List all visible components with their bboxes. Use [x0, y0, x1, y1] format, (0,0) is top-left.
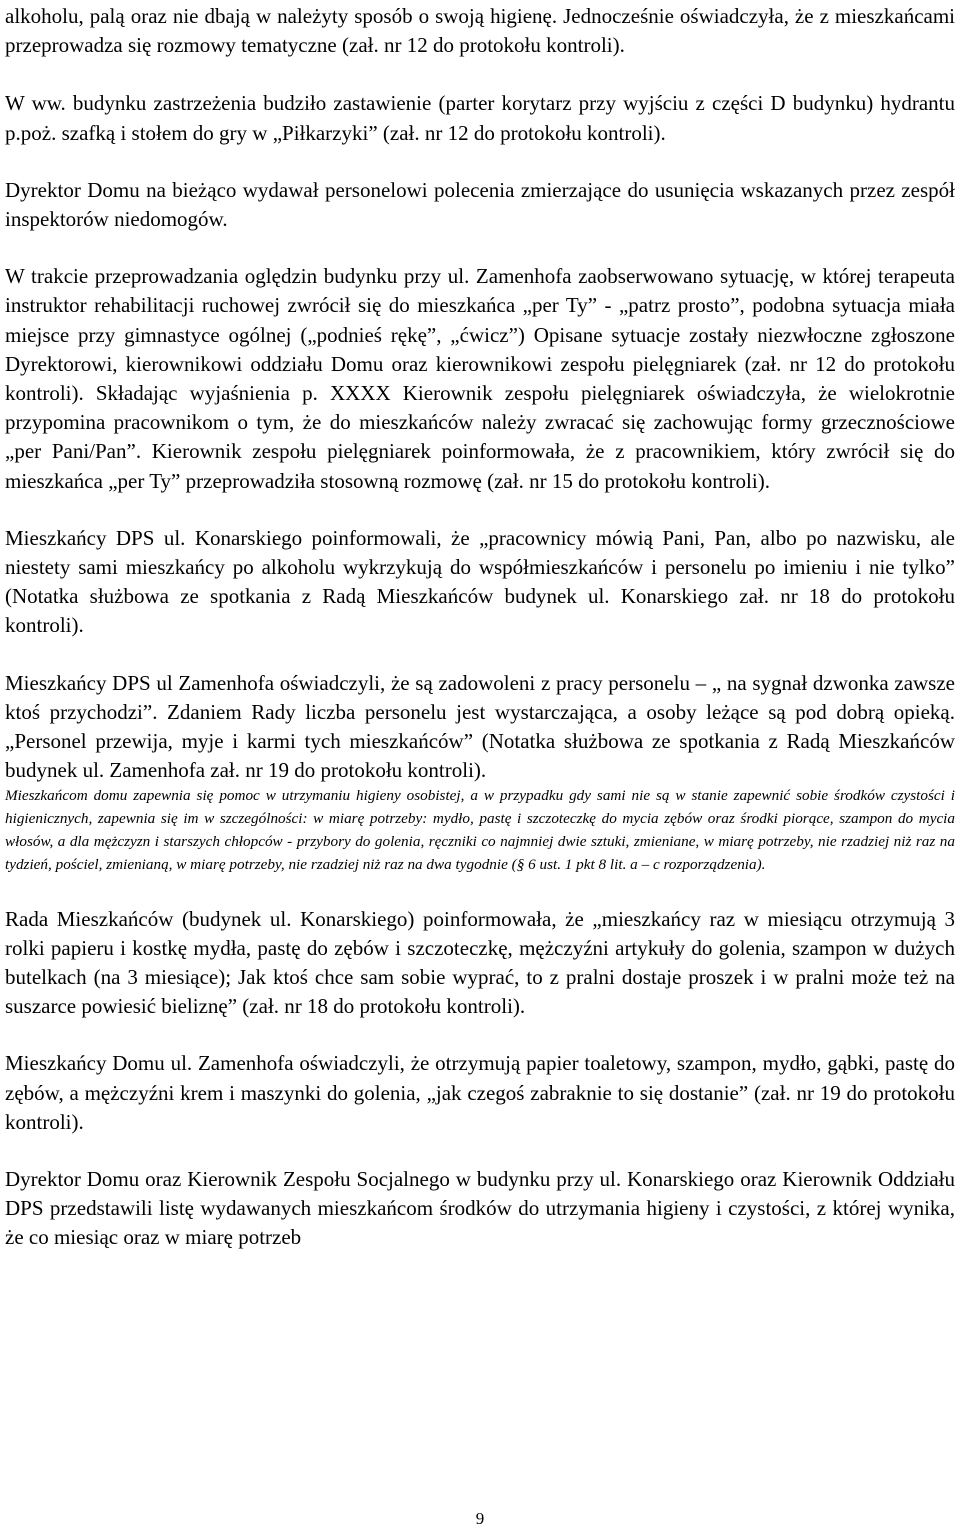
regulation-quote: Mieszkańcom domu zapewnia się pomoc w utrzymaniu higieny osobistej, a w przypadku gdy sami nie są w stanie zapewnić sobie środków czystości i higienicznych, zapewnia się im w szczególności: w miarę potrzeby: mydło, pastę i szczoteczkę do mycia zębów oraz środki piorące, szampon do mycia włosów, a dla mężczyzn i starszych chłopców - przybory do golenia, ręczniki co najmniej dwie sztuki, zmieniane, w miarę potrzeby, nie rzadziej niż raz na tydzień, pościel, zmienianą, w miarę potrzeby, nie rzadziej niż raz na dwa tygodnie (§ 6 ust. 1 pkt 8 lit. a – c rozporządzenia). [5, 787, 955, 873]
paragraph-council-konarskiego: Rada Mieszkańców (budynek ul. Konarskiego) poinformowała, że „mieszkańcy raz w miesiącu otrzymują 3 rolki papieru i kostkę mydła, pastę do zębów i szczoteczkę, mężczyźni artykuły do golenia, szampon w dużych butelkach (na 3 miesiące); Jak ktoś chce sam sobie wyprać, to z pralni dostaje proszek i w pralni może też na suszarce powiesić bieliznę” (zał. nr 18 do protokołu kontroli). [5, 906, 955, 1019]
document-page [5, 2, 955, 1253]
paragraph-hydrant: W ww. budynku zastrzeżenia budziło zastawienie (parter korytarz przy wyjściu z części D budynku) hydrantu p.poż. szafką i stołem do gry w „Piłkarzyki” (zał. nr 12 do protokołu kontroli). [5, 91, 955, 145]
paragraph-director-list: Dyrektor Domu oraz Kierownik Zespołu Socjalnego w budynku przy ul. Konarskiego oraz Kierownik Oddziału DPS przedstawili listę wydawanych mieszkańcom środków do utrzymania higieny i czystości, z której wynika, że co miesiąc oraz w miarę potrzeb [5, 1167, 955, 1250]
paragraph-konarskiego-residents: Mieszkańcy DPS ul. Konarskiego poinformowali, że „pracownicy mówią Pani, Pan, albo po nazwisku, ale niestety sami mieszkańcy po alkoholu wykrzykują do współmieszkańców i personelu po imieniu i nie tylko” (Notatka służbowa ze spotkania z Radą Mieszkańców budynek ul. Konarskiego zał. nr 18 do protokołu kontroli). [5, 525, 955, 638]
paragraph-zamenhofa-residents: Mieszkańcy DPS ul Zamenhofa oświadczyli, że są zadowoleni z pracy personelu – „ na sygnał dzwonka zawsze ktoś przychodzi”. Zdaniem Rady liczba personelu jest wystarczająca, a osoby leżące są pod dobrą opieką. „Personel przewija, myje i karmi tych mieszkańców” (Notatka służbowa ze spotkania z Radą Mieszkańców budynek ul. Zamenhofa zał. nr 19 do protokołu kontroli). [5, 670, 955, 783]
paragraph-zamenhofa-inspection: W trakcie przeprowadzania oględzin budynku przy ul. Zamenhofa zaobserwowano sytuację, w której terapeuta instruktor rehabilitacji ruchowej zwrócił się do mieszkańca „per Ty” - „patrz prosto”, podobna sytuacja miała miejsce przy gimnastyce ogólnej („podnieś rękę”, „ćwicz”) Opisane sytuacje zostały niezwłoczne zgłoszone Dyrektorowi, kierownikowi oddziału Domu oraz kierownikowi zespołu pielęgniarek (zał. nr 12 do protokołu kontroli). Składając wyjaśnienia p. XXXX Kierownik zespołu pielęgniarek oświadczyła, że wielokrotnie przypomina pracownikom o tym, że do mieszkańców należy zwracać się zachowując formy grzecznościowe „per Pani/Pan”. Kierownik zespołu pielęgniarek poinformowała, że z pracownikiem, który zwrócił się do mieszkańca „per Ty” przeprowadziła stosowną rozmowę (zał. nr 15 do protokołu kontroli). [5, 264, 955, 493]
paragraph-director-orders: Dyrektor Domu na bieżąco wydawał personelowi polecenia zmierzające do usunięcia wskazanych przez zespół inspektorów niedomogów. [5, 177, 955, 232]
paragraph-zamenhofa-supplies: Mieszkańcy Domu ul. Zamenhofa oświadczyli, że otrzymują papier toaletowy, szampon, mydło, gąbki, pastę do zębów, a mężczyźni krem i maszynki do golenia, „jak czegoś zabraknie to się dostanie” (zał. nr 19 do protokołu kontroli). [5, 1051, 955, 1134]
paragraph-hygiene-continuation: alkoholu, palą oraz nie dbają w należyty sposób o swoją higienę. Jednocześnie oświadczyła, że z mieszkańcami przeprowadza się rozmowy tematyczne (zał. nr 12 do protokołu kontroli). [5, 4, 955, 58]
page-number: 9 [475, 1509, 485, 1528]
